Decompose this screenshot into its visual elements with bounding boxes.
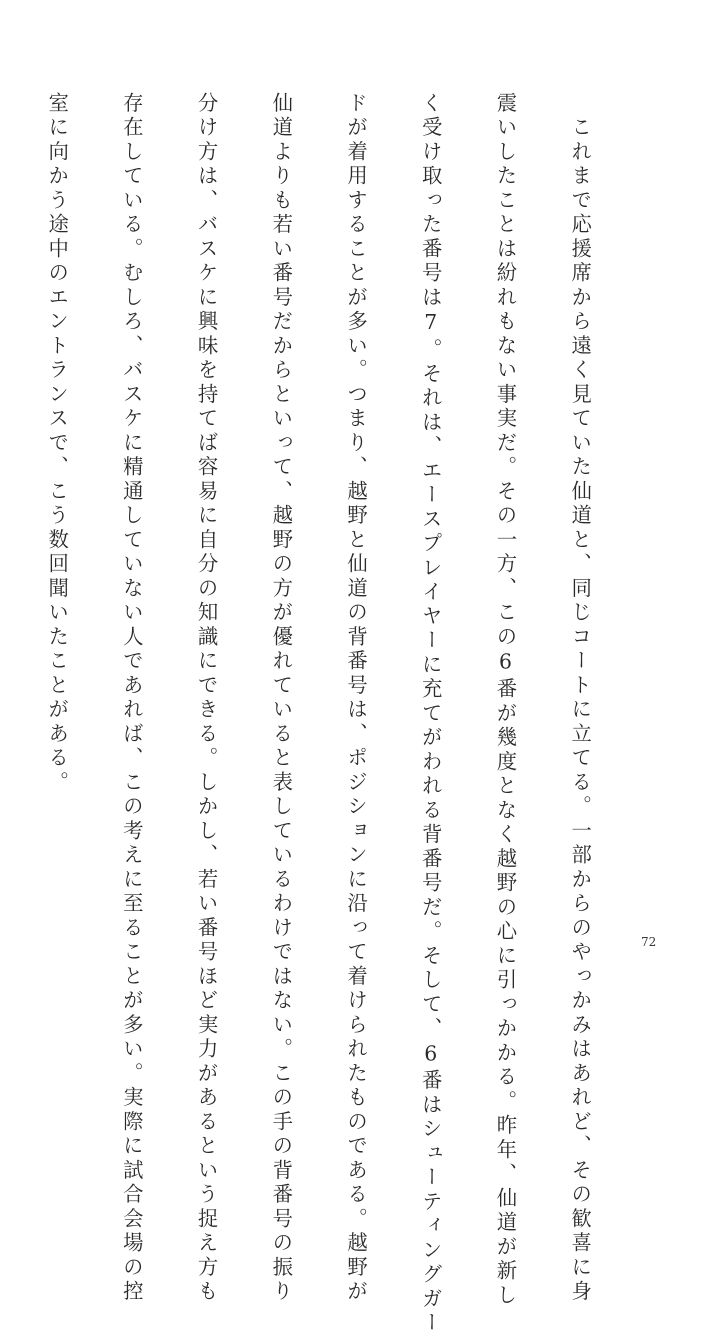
text-line: く受け取った番号は7。それは、エースプレイヤーに充てがわれる背番号だ。そして、6番はシューティングガー (418, 92, 443, 1336)
vertical-text-body (45, 92, 642, 1336)
text-line: 分け方は、バスケに興味を持てば容易に自分の知識にできる。しかし、若い番号ほど実力があるという捉え方も (194, 92, 219, 1305)
text-line: これまで応援席から遠く見ていた仙道と、同じコートに立てる。一部からのやっかみはあれど、その歓喜に身 (568, 92, 593, 1305)
text-line: ドが着用することが多い。つまり、越野と仙道の背番号は、ポジションに沿って着けられたものである。越野が (344, 92, 369, 1305)
text-line: 仙道よりも若い番号だからといって、越野の方が優れていると表しているわけではない。この手の背番号の振り (269, 92, 294, 1305)
page-number: 72 (641, 935, 657, 949)
text-line: 震いしたことは紛れもない事実だ。その一方、この6番が幾度となく越野の心に引っかかる。昨年、仙道が新し (493, 92, 518, 1309)
text-line: 存在している。むしろ、バスケに精通していない人であれば、この考えに至ることが多い。実際に試合会場の控 (119, 92, 144, 1305)
text-line: 室に向かう途中のエントランスで、こう数回聞いたことがある。 (45, 92, 70, 796)
